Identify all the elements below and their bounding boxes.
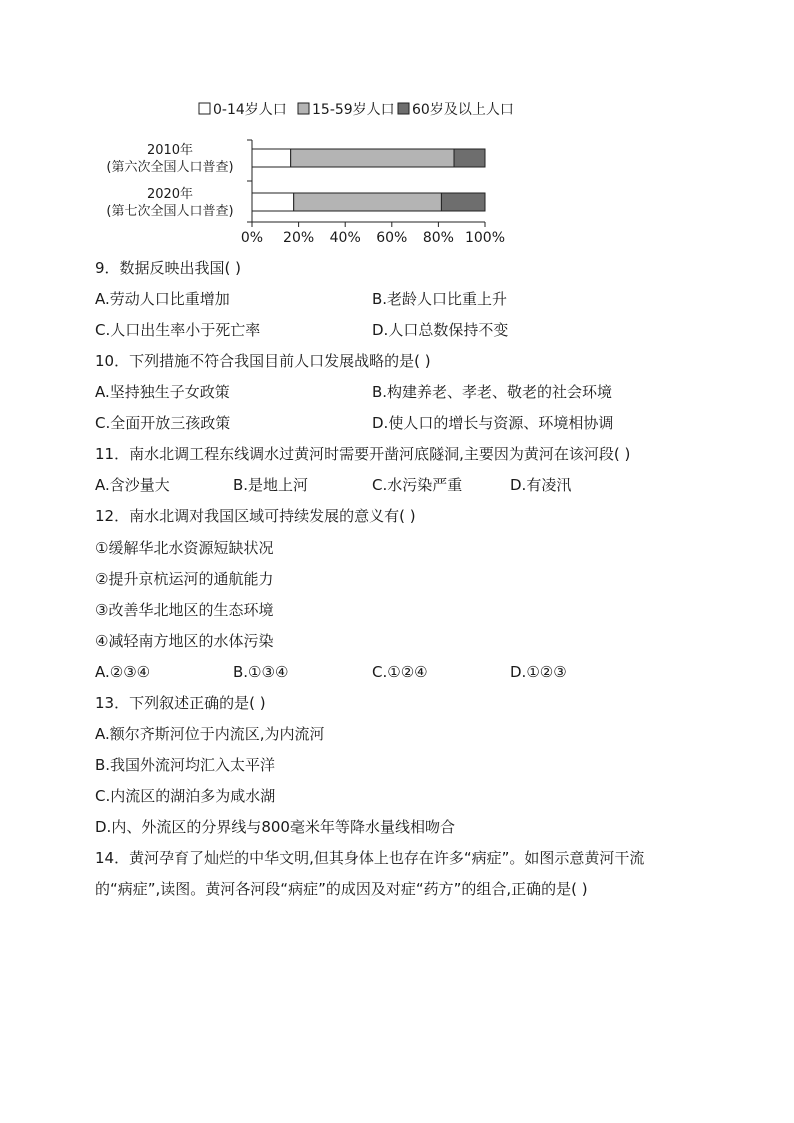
chart-legend (199, 101, 514, 118)
question-12-option-c: C.①②④ (372, 663, 428, 681)
x-tick-label-4: 60% (376, 230, 408, 246)
x-tick-label-5: 80% (422, 230, 454, 246)
x-tick-label-1: 0% (240, 230, 264, 246)
legend-label-3: 60岁及以上人口 (412, 102, 514, 118)
bar-segment-2-2 (294, 193, 442, 211)
question-12-statement-4: ④减轻南方地区的水体污染 (95, 632, 274, 650)
question-9-stem: 9．数据反映出我国( ) (95, 259, 242, 277)
question-11-stem: 11．南水北调工程东线调水过黄河时需要开凿河底隧洞,主要因为黄河在该河段( ) (95, 445, 631, 463)
question-10-option-a: A.坚持独生子女政策 (95, 383, 230, 401)
question-9-option-d: D.人口总数保持不变 (372, 321, 509, 339)
question-11-option-b: B.是地上河 (233, 476, 309, 494)
question-13-option-a: A.额尔齐斯河位于内流区,为内流河 (95, 725, 325, 743)
question-10-option-b: B.构建养老、孝老、敬老的社会环境 (372, 383, 613, 401)
x-tick-label-2: 20% (283, 230, 315, 246)
question-10-option-c: C.全面开放三孩政策 (95, 414, 231, 432)
bar-segment-1-3 (454, 149, 485, 167)
x-tick-label-3: 40% (329, 230, 361, 246)
category-label-census-1: (第六次全国人口普查) (106, 160, 234, 175)
legend-label-2: 15-59岁人口 (312, 102, 395, 118)
question-9-option-b: B.老龄人口比重上升 (372, 290, 508, 308)
bar-segment-2-1 (252, 193, 294, 211)
question-13-option-c: C.内流区的湖泊多为咸水湖 (95, 787, 276, 805)
category-label-census-2: (第七次全国人口普查) (106, 204, 234, 219)
bar-segment-2-3 (441, 193, 485, 211)
question-13-option-d: D.内、外流区的分界线与800毫米年等降水量线相吻合 (95, 818, 455, 836)
question-12-option-d: D.①②③ (510, 663, 567, 681)
bar-segment-1-1 (252, 149, 291, 167)
category-labels (106, 142, 233, 219)
question-9-option-a: A.劳动人口比重增加 (95, 290, 230, 308)
question-14-stem-line-2: 的“病症”,读图。黄河各河段“病症”的成因及对症“药方”的组合,正确的是( ) (95, 880, 588, 898)
question-11-option-a: A.含沙量大 (95, 476, 170, 494)
question-12-statement-3: ③改善华北地区的生态环境 (95, 601, 274, 619)
question-14-stem-line-1: 14．黄河孕育了灿烂的中华文明,但其身体上也存在许多“病症”。如图示意黄河干流 (95, 849, 645, 867)
question-12-option-b: B.①③④ (233, 663, 289, 681)
question-9-option-c: C.人口出生率小于死亡率 (95, 321, 261, 339)
legend-swatch-3 (398, 103, 409, 114)
question-13-stem: 13．下列叙述正确的是( ) (95, 694, 266, 712)
legend-swatch-1 (199, 103, 210, 114)
bar-segment-1-2 (291, 149, 454, 167)
category-label-year-1: 2010年 (146, 143, 194, 158)
x-tick-label-6: 100% (464, 230, 506, 246)
question-12-statement-2: ②提升京杭运河的通航能力 (95, 570, 274, 588)
question-10-stem: 10．下列措施不符合我国目前人口发展战略的是( ) (95, 352, 431, 370)
question-12-statement-1: ①缓解华北水资源短缺状况 (95, 539, 274, 557)
population-age-structure-chart (0, 0, 794, 260)
question-12-stem: 12．南水北调对我国区域可持续发展的意义有( ) (95, 507, 416, 525)
question-11-option-c: C.水污染严重 (372, 476, 463, 494)
question-11-option-d: D.有凌汛 (510, 476, 572, 494)
stacked-bars (252, 149, 485, 211)
question-12-option-a: A.②③④ (95, 663, 151, 681)
question-13-option-b: B.我国外流河均汇入太平洋 (95, 756, 276, 774)
question-10-option-d: D.使人口的增长与资源、环境相协调 (372, 414, 614, 432)
category-label-year-2: 2020年 (146, 187, 194, 202)
legend-swatch-2 (298, 103, 309, 114)
legend-label-1: 0-14岁人口 (213, 102, 287, 118)
